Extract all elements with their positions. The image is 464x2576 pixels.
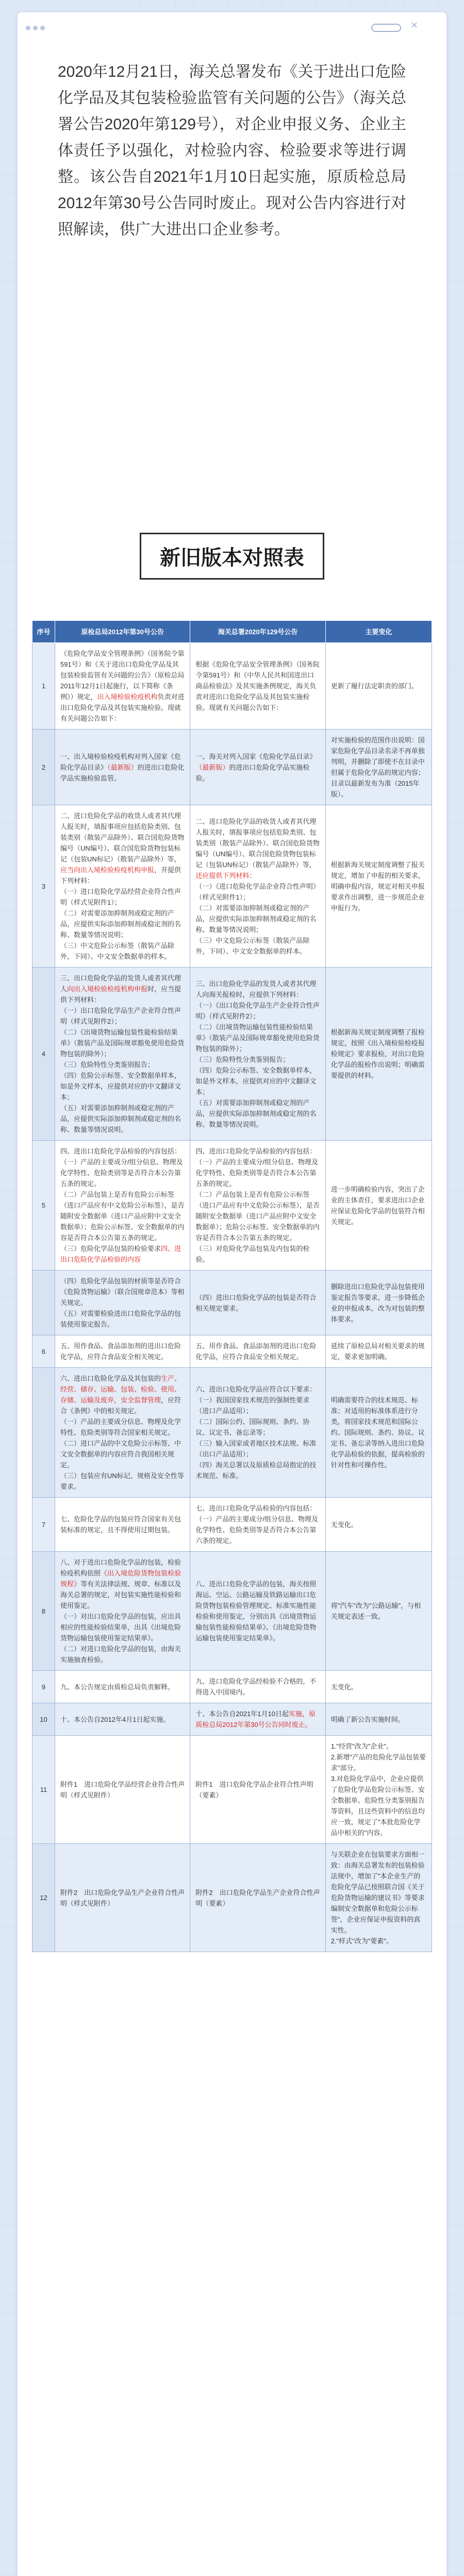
old-text-cell	[55, 1368, 190, 1498]
table-row	[32, 1671, 432, 1703]
old-text-cell	[55, 1703, 190, 1736]
highlight-text: 还应提供下列材料	[195, 871, 250, 879]
window-dots	[26, 24, 47, 33]
cell-text: 附件2 出口危险化学品生产企业符合性声明（样式见附件）	[60, 1888, 185, 1907]
cell-text: 八、对于进出口危险化学品的包装，检验检疫机构依照	[60, 1558, 181, 1577]
table-row	[32, 1552, 432, 1671]
highlight-text: 应当向出入境检验检疫机构申报	[60, 866, 155, 874]
cell-text: 一、海关对列入国家《危险化学品目录》	[195, 752, 317, 760]
new-text-cell	[190, 1703, 325, 1736]
cell-text-continued: 的进出口危险化学品实施检验监管。	[60, 763, 185, 782]
change-cell: 延续了原检总局对相关要求的规定，要求更加明确。	[325, 1335, 432, 1368]
row-number: 9	[32, 1671, 55, 1703]
window-bar	[18, 12, 446, 40]
cell-text: 二、进口危险化学品的收货人或者其代理人报关时，填报事项应包括危险类别、包装类别（散装产品除外）、联合国危险货物编号（UN编号）、联合国危险货物包装标记（包装UN标记）（散装产品除外）等，	[195, 817, 320, 869]
highlight-text: 实施，原质检总局2012年第30号公告同时废止。	[195, 1710, 316, 1728]
change-cell: 进一步明确检验内容，突出了企业的主体责任，要求进出口企业应保证危险化学品的包装符合相关规定。	[325, 1141, 432, 1270]
table-row	[32, 730, 432, 805]
cell-text: 五、用作食品、食品添加剂的进出口危险化学品，应符合食品安全相关规定。	[60, 1342, 181, 1361]
change-cell: 对实施检验的范围作出说明：国家危险化学品目录名录不再单独列明，并删除了即使不在目录中但属于危险化学品的规定内容；目录以最新发布为准（2015年版）。	[325, 730, 432, 805]
row-number: 2	[32, 730, 55, 805]
cell-text: 七、进出口危险化学品检验的内容包括： （一）产品的主要成分/组分信息、物理及化学特性、危险类别等是否符合本公告第六条的规定。	[195, 1504, 318, 1545]
table-row	[32, 1703, 432, 1736]
change-cell: 明确了新公告实施时间。	[325, 1703, 432, 1736]
old-text-cell	[55, 643, 190, 730]
change-cell: 明确需要符合的技术规范、标准；对适用的标准体系进行分类，将国家技术规范和国际公约、国际规则、条约、协议、议定书、备忘录等纳入进出口危险化学品检验的依据，提高检验的针对性和可操作性。	[325, 1368, 432, 1498]
comparison-heading: 新旧版本对照表	[140, 533, 324, 580]
header-old: 原检总局2012年第30号公告	[55, 621, 190, 643]
cell-text-continued: 时，应当提供下列材料： （一）出口危险化学品生产企业符合性声明（样式见附件2）； （二）《出境货物运输包装性能检验结果单》（散装产品及国际规章豁免使用危险货物包装的除外）； （三）危险特性分类鉴别报告； （四）危险公示标签、安全数据单样本，如是外文样本，应提供对应的中文翻译文本； （五）对需要添加抑制剂或稳定剂的产品，应提供实际添加抑制剂或稳定剂的名称、数量等情况说明。	[60, 985, 185, 1133]
new-text-cell	[190, 1498, 325, 1552]
header-num: 序号	[32, 621, 55, 643]
highlight-text: 出入境检验检疫机构	[97, 693, 158, 701]
heading-wrap	[18, 533, 446, 580]
article-card	[18, 12, 446, 2576]
new-text-cell	[190, 968, 325, 1141]
table-row	[32, 1844, 432, 1952]
new-text-cell	[190, 1335, 325, 1368]
cell-text: 六、进出口危险化学品应符合以下要求： （一）我国国家技术规范的强制性要求（进口产品适用）； （二）国际公约、国际规则、条约、协议、议定书、备忘录等； （三）输入国家或者地区技术法规、标准（出口产品适用）； （四）海关总署以及原质检总局指定的技术规范、标准。	[195, 1385, 317, 1480]
new-text-cell	[190, 643, 325, 730]
table-row	[32, 1141, 432, 1270]
cell-text: 五、用作食品、食品添加剂的进出口危险化学品，应符合食品安全相关规定。	[195, 1342, 317, 1361]
table-body	[32, 643, 432, 1952]
table-row	[32, 643, 432, 730]
change-cell: 删除进出口危险化学品包装使用鉴定报告等要求，进一步降低企业的申报成本，改为对包装的整体要求。	[325, 1270, 432, 1335]
change-cell: 无变化。	[325, 1671, 432, 1703]
change-cell: 根据新海关规定制度调整了报关规定，增加了申报的相关要求，明确申报内容，规定对相关申报要求作出调整，进一步规范企业申报行为。	[325, 805, 432, 968]
cell-text: 七、危险化学品的包装应符合国家有关包装标准的规定，且不得使用过期包装。	[60, 1515, 181, 1534]
cell-text: 六、进出口危险化学品及其包装的	[60, 1375, 161, 1382]
cell-text: 十、本公告自2021年1月10日起	[195, 1710, 289, 1718]
table-row	[32, 968, 432, 1141]
change-cell: 将"汽车"改为"公路运输"，与相关规定表述一致。	[325, 1552, 432, 1671]
table-row	[32, 1498, 432, 1552]
header-new: 海关总署2020年129号公告	[190, 621, 325, 643]
old-text-cell	[55, 1498, 190, 1552]
comparison-table	[32, 620, 432, 1952]
table-row	[32, 1335, 432, 1368]
row-number: 11	[32, 1736, 55, 1844]
cell-text: 十、本公告自2012年4月1日起实施。	[60, 1715, 170, 1723]
row-number: 8	[32, 1552, 55, 1671]
new-text-cell	[190, 1844, 325, 1952]
row-number: 1	[32, 643, 55, 730]
cell-text: 四、进出口危险化学品检验的内容包括： （一）产品的主要成分/组分信息、物理及化学特性、危险类别等是否符合本公告第五条的规定。 （二）产品包装上是否有危险公示标签（进口产品应有中文危险公示标签），是否随附安全数据单（进口产品应附中文安全数据单）；危险公示标签、安全数据单的内容是否符合本公告第五条的规定。 （三）对危险化学品包装及内包装的检验。	[195, 1147, 320, 1263]
cell-text: 三、出口危险化学品的发货人或者其代理人向海关报检时，应提供下列材料： （一）《出口危险化学品生产企业符合性声明》（样式见附件2）； （二）《出境货物运输包装性能检验结果单》（散装产品及国际规章豁免使用危险货物包装的除外）； （三）危险特性分类鉴别报告； （四）危险公示标签、安全数据单样本，如是外文样本，应提供对应的中文翻译文本； （五）对需要添加抑制剂或稳定剂的产品，应提供实际添加抑制剂或稳定剂的名称、数量等情况说明。	[195, 979, 320, 1128]
row-number: 7	[32, 1498, 55, 1552]
cell-text-continued: 的进出口危险化学品实施检验。	[195, 763, 310, 782]
table-header-row	[32, 621, 432, 643]
cell-text: 《危险化学品安全管理条例》（国务院令第591号）和《关于进出口危险化学品及其包装检验监管有关问题的公告》（原检总局2011年12月1日起施行，以下简称《条例》）规定，	[60, 650, 185, 701]
window-pill-icon	[371, 24, 401, 32]
cell-text: 三、出口危险化学品的发货人或者其代理人	[60, 974, 181, 993]
row-number	[32, 1270, 55, 1335]
row-number: 4	[32, 968, 55, 1141]
cell-text-continued: ： （一）《进口危险化学品企业符合性声明》（样式见附件1）； （二）对需要添加抑制剂或稳定剂的产品，应提供实际添加抑制剂或稳定剂的名称、数量等情况说明； （三）中文危险公示标签（散装产品除外，下同）、中文安全数据单的样本。	[195, 871, 320, 955]
cell-text: 四、进出口危险化学品检验的内容包括： （一）产品的主要成分/组分信息、物理及化学特性、危险类别等是否符合本公告第五条的规定。 （二）产品包装上是否有危险公示标签（进口产品应有中文危险公示标签），是否随附安全数据单（进口产品应附中文安全数据单）；危险公示标签、安全数据单的内容是否符合本公告第五条的规定。 （三）危险化学品包装的检验要求	[60, 1147, 185, 1252]
row-number: 5	[32, 1141, 55, 1270]
new-text-cell	[190, 730, 325, 805]
old-text-cell	[55, 805, 190, 968]
close-icon[interactable]: ×	[411, 19, 418, 31]
cell-text-continued: ，并提供下列材料： （一）进口危险化学品经营企业符合性声明（样式见附件1）； （二）对需要添加抑制剂或稳定剂的产品，应提供实际添加抑制剂或稳定剂的名称、数量等情况说明； （三）中文危险公示标签（散装产品除外，下同）、中文安全数据单的样本。	[60, 866, 181, 960]
old-text-cell	[55, 1141, 190, 1270]
cell-text: 二、进口危险化学品的收货人或者其代理人报关时，填报事项应包括危险类别、包装类别（散装产品除外）、联合国危险货物编号（UN编号）、联合国危险货物包装标记（包装UN标记）（散装产品除外）等，	[60, 812, 185, 863]
old-text-cell	[55, 730, 190, 805]
cell-text-continued: 负责对进出口危险化学品及其包装实施检验。现就有关问题公告如下：	[60, 693, 185, 722]
cell-text: 九、进口危险化学品经检验不合格的，不得进入中国境内。	[195, 1677, 317, 1696]
table-row	[32, 805, 432, 968]
table-row	[32, 1736, 432, 1844]
change-cell: 1."经营"改为"企业"。 2.新增"产品的危险化学品包装要求"部分。 3.对危险化学品中，企业应提供了危险化学品危险公示标签、安全数据单、危险性分类鉴别报告等资料，且这些资料中的信息均应一致，规定了"本批危险化学品中相关的"内容。	[325, 1736, 432, 1844]
row-number: 12	[32, 1844, 55, 1952]
cell-text: 八、进出口危险化学品的包装，海关按照海运、空运、公路运输及铁路运输出口危险货物包装检验管理规定、标准实施性能检验和使用鉴定，分别出具《出境货物运输包装性能检验结果单》、《出境危险货物运输包装使用鉴定结果单》。	[195, 1580, 317, 1642]
old-text-cell	[55, 1335, 190, 1368]
old-text-cell	[55, 1671, 190, 1703]
row-number: 3	[32, 805, 55, 968]
new-text-cell	[190, 1368, 325, 1498]
cell-text: 附件2 出口危险化学品生产企业符合性声明（要素）	[195, 1888, 320, 1907]
header-change: 主要变化	[325, 621, 432, 643]
row-number: 10	[32, 1703, 55, 1736]
highlight-text: 《出入境危险货物包装检验规程》	[60, 1569, 181, 1588]
old-text-cell	[55, 1270, 190, 1335]
highlight-text: （最新版）	[107, 763, 138, 771]
new-text-cell	[190, 1141, 325, 1270]
cell-text: 九、本公告规定由质检总局负责解释。	[60, 1683, 175, 1691]
cell-text: 附件1 进口危险化学品经营企业符合性声明（样式见附件）	[60, 1780, 185, 1799]
change-cell: 根据新海关规定制度调整了报检规定，按照《出入境检验检疫报检规定》要求报检，对出口危险化学品的报检作出说明；明确需要提供的材料。	[325, 968, 432, 1141]
highlight-text: （最新版）	[195, 763, 229, 771]
old-text-cell	[55, 1844, 190, 1952]
cell-text: 附件1 进口危险化学品企业符合性声明（要素）	[195, 1780, 313, 1799]
change-cell: 与关联企业在包装要求方面相一致：由海关总署发布的包装检验法规中，增加了"本企业生产的危险化学品已按照联合国《关于危险货物运输的建议书》等要求编制安全数据单和危险公示标签"，企业应保证申报资料的真实性。 2."样式"改为"要素"。	[325, 1844, 432, 1952]
highlight-text: 生产、经营、储存、运输、包装、检验、使用、存储、运输及废弃，安全监督管理	[60, 1375, 181, 1404]
cell-text: 一、出入境检验检疫机构对列入国家《危险化学品目录》	[60, 752, 181, 771]
cell-text-continued: ，应符合《条例》中的相关规定。 （一）产品的主要成分信息、物理及化学特性、危险类别等符合国家相关规定。 （二）进口产品的中文危险公示标签、中文安全数据单的内容应符合我国相关规定。 （三）包装应有UN标记、规格及安全性等要求。	[60, 1396, 184, 1490]
row-number: 6	[32, 1335, 55, 1368]
cell-text: 根据《危险化学品安全管理条例》（国务院令第591号）和《中华人民共和国进出口商品检验法》及其实施条例规定，海关负责对进出口危险化学品及其包装实施检验。现就有关问题公告如下：	[195, 660, 320, 711]
table-row	[32, 1270, 432, 1335]
change-cell: 无变化。	[325, 1498, 432, 1552]
new-text-cell	[190, 805, 325, 968]
table-row	[32, 1368, 432, 1498]
cell-text-continued: 等有关法律法规、规章、标准以及海关总署的规定，对包装实施性能检验和使用鉴定。 （一）对出口危险化学品的包装，应出具相应的性能检验结果单，出具《出境危险货物运输包装使用鉴定结果单》。 （二）对进口危险化学品的包装，由海关实施抽查检验。	[60, 1580, 181, 1664]
comparison-table-wrap	[32, 620, 432, 2576]
row-number	[32, 1368, 55, 1498]
cell-text: （四）进出口危险化学品的包装是否符合相关规定要求。	[195, 1293, 317, 1312]
new-text-cell	[190, 1736, 325, 1844]
old-text-cell	[55, 1736, 190, 1844]
new-text-cell	[190, 1270, 325, 1335]
highlight-text: 四、进出口危险化学品检验的内容	[60, 1245, 181, 1263]
highlight-text: 向出入境检验检疫机构申报	[67, 985, 148, 993]
old-text-cell	[55, 1552, 190, 1671]
new-text-cell	[190, 1552, 325, 1671]
old-text-cell	[55, 968, 190, 1141]
new-text-cell	[190, 1671, 325, 1703]
change-cell: 更新了履行法定职责的部门。	[325, 643, 432, 730]
intro-paragraph: 2020年12月21日，海关总署发布《关于进出口危险化学品及其包装检验监管有关问题的公告》（海关总署公告2020年第129号），对企业申报义务、企业主体责任予以强化，对检验内容、检验要求等进行调整。该公告自2021年1月10日起实施，原质检总局2012年第30号公告同时废止。现对公告内容进行对照解读，供广大进出口企业参考。	[58, 63, 406, 238]
cell-text: （四）危险化学品包装的材质等是否符合《危险货物运输》（联合国规章范本）等相关规定。 （五）对需要检验进出口危险化学品的包装使用鉴定报告。	[60, 1277, 185, 1328]
